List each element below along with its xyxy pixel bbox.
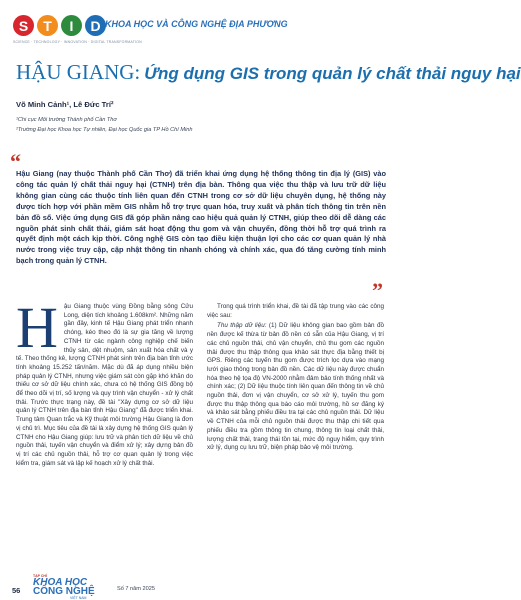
page-footer bbox=[0, 572, 400, 600]
logo-letter-t: T bbox=[37, 15, 58, 36]
abstract: Hậu Giang (nay thuộc Thành phố Cần Thơ) đã triển khai ứng dụng hệ thống thông tin địa lý (GIS) vào công tác quản lý chất thải nguy hại (CTNH) trên địa bàn. Thông qua việc thu thập và lưu trữ dữ liệu không gian cùng các thuộc tính liên quan đến CTNH trong cơ sở dữ liệu chuyên dụng, hệ thống này được tích hợp với phần mềm GIS nhằm hỗ trợ trực quan hóa, truy xuất và phân tích thông tin trên nền bản đồ số. Việc ứng dụng GIS đã góp phần nâng cao hiệu quả quản lý CTNH, giúp theo dõi dễ dàng các nguồn phát sinh chất thải, giám sát hoạt động thu gom và vận chuyển, đồng thời hỗ trợ quá trình ra quyết định một cách kịp thời. Công nghệ GIS còn tạo điều kiện thuận lợi cho các cơ quan quản lý nhà nước trong việc truy cập, cập nhật thông tin nhanh chóng và chính xác, qua đó tăng cường tính minh bạch trong quản lý CTNH. bbox=[16, 169, 386, 266]
section-title: KHOA HỌC VÀ CÔNG NGHỆ ĐỊA PHƯƠNG bbox=[105, 19, 288, 29]
stid-logo bbox=[13, 15, 106, 36]
magazine-country: VIỆT NAM bbox=[70, 596, 87, 600]
logo-letter-s: S bbox=[13, 15, 34, 36]
logo-letter-i: I bbox=[61, 15, 82, 36]
issue-number: Số 7 năm 2025 bbox=[117, 586, 155, 592]
paragraph-lead: Thu thập dữ liệu: bbox=[217, 322, 267, 330]
open-quote-icon: “ bbox=[10, 149, 21, 174]
body-left-text: ậu Giang thuộc vùng Đồng bằng sông Cửu Long, diện tích khoảng 1.608km². Những năm gần đây, kinh tế Hậu Giang phát triển nhanh chóng, kéo theo đó là sự gia tăng về lượng CTNH từ các ngành công nghiệp chế biến thủy sản, dệt nhuộm, sản xuất hóa chất và y tế. Theo thống kê, lượng CTNH phát sinh trên địa bàn tỉnh ước tính khoảng 15.252 tấn/năm. Mặc dù đã áp dụng nhiều biện pháp quản lý CTNH, nhưng việc giám sát còn gặp khó khăn do thiếu cơ sở dữ liệu chính xác, chưa có hệ thống GIS đồng bộ để theo dõi vị trí, số lượng và quy trình vận chuyển - xử lý chất thải. Trước thực trạng này, đề tài "Xây dựng cơ sở dữ liệu quản lý CTNH trên địa bàn tỉnh Hậu Giang" đã được triển khai. Trung tâm Quan trắc và Kỹ thuật môi trường Hậu Giang là đơn vị chủ trì. Mục tiêu của đề tài là xây dựng hệ thống GIS quản lý CTNH cho Hậu Giang giúp: lưu trữ và phân tích dữ liệu về chủ nguồn thải, tuyến vận chuyển và điểm xử lý; xây dựng bản đồ vị trí các chủ nguồn thải, hỗ trợ cơ quan quản lý trong việc kiểm tra, giám sát và lập kế hoạch xử lý chất thải. bbox=[16, 303, 193, 467]
article-title bbox=[16, 60, 521, 85]
page-number: 56 bbox=[12, 586, 21, 595]
body-right-paragraph-2 bbox=[207, 322, 384, 453]
body-column-left bbox=[16, 295, 193, 470]
page-header bbox=[0, 0, 400, 52]
magazine-label: TẠP CHÍ bbox=[33, 574, 47, 578]
paragraph-text: (1) Dữ liệu không gian bao gồm bản đồ nền được kế thừa từ bản đồ nền có sẵn của Hậu Giang, vị trí các chủ nguồn thải, chủ vận chuyển, chủ thu gom các nguồn thải được thu thập thông qua khảo sát thực địa bằng thiết bị GPS. Riêng các tuyến thu gom được trích lọc dựa vào mạng lưới giao thông trong bản đồ nền. Các dữ liệu này được chuẩn hóa theo hệ tọa độ VN-2000 nhằm đảm bảo tính thống nhất và chính xác; (2) Dữ liệu thuộc tính liên quan đến thông tin về chủ nguồn thải, đơn vị vận chuyển, cơ sở xử lý, tuyến thu gom được thu thập thông qua báo cáo môi trường, hồ sơ đăng ký và khảo sát bằng phiếu điều tra tại các chủ nguồn thải. Dữ liệu về CTNH của mỗi chủ nguồn thải được thu thập chi tiết qua phiếu điều tra gồm thông tin chung, thông tin loại chất thải, lượng chất thải, trang thái tồn tại, mức độ nguy hiểm, quy trình xử lý, dụng cụ lưu trữ, biện pháp bảo vệ môi trường. bbox=[207, 322, 384, 452]
body-right-paragraph-1: Trong quá trình triển khai, đề tài đã tập trung vào các công việc sau: bbox=[207, 303, 384, 319]
affiliation-2: ²Trường Đại học Khoa học Tự nhiên, Đại học Quốc gia TP Hồ Chí Minh bbox=[16, 127, 193, 133]
authors: Võ Minh Cảnh¹, Lê Đức Trí² bbox=[16, 100, 114, 109]
logo-subtitle: SCIENCE · TECHNOLOGY · INNOVATION · DIGITAL TRANSFORMATION bbox=[13, 40, 142, 44]
magazine-name-line1: KHOA HỌC bbox=[33, 577, 88, 588]
title-lead: HẬU GIANG: bbox=[16, 60, 141, 84]
drop-cap: H bbox=[16, 295, 58, 360]
affiliation-1: ¹Chi cục Môi trường Thành phố Cần Thơ bbox=[16, 117, 117, 123]
close-quote-icon: ” bbox=[372, 278, 383, 303]
logo-letter-d: D bbox=[85, 15, 106, 36]
magazine-name-line2: CÔNG NGHỆ bbox=[33, 586, 95, 597]
title-rest: Ứng dụng GIS trong quản lý chất thải nguy hại bbox=[144, 64, 521, 83]
body-column-right bbox=[207, 303, 384, 455]
